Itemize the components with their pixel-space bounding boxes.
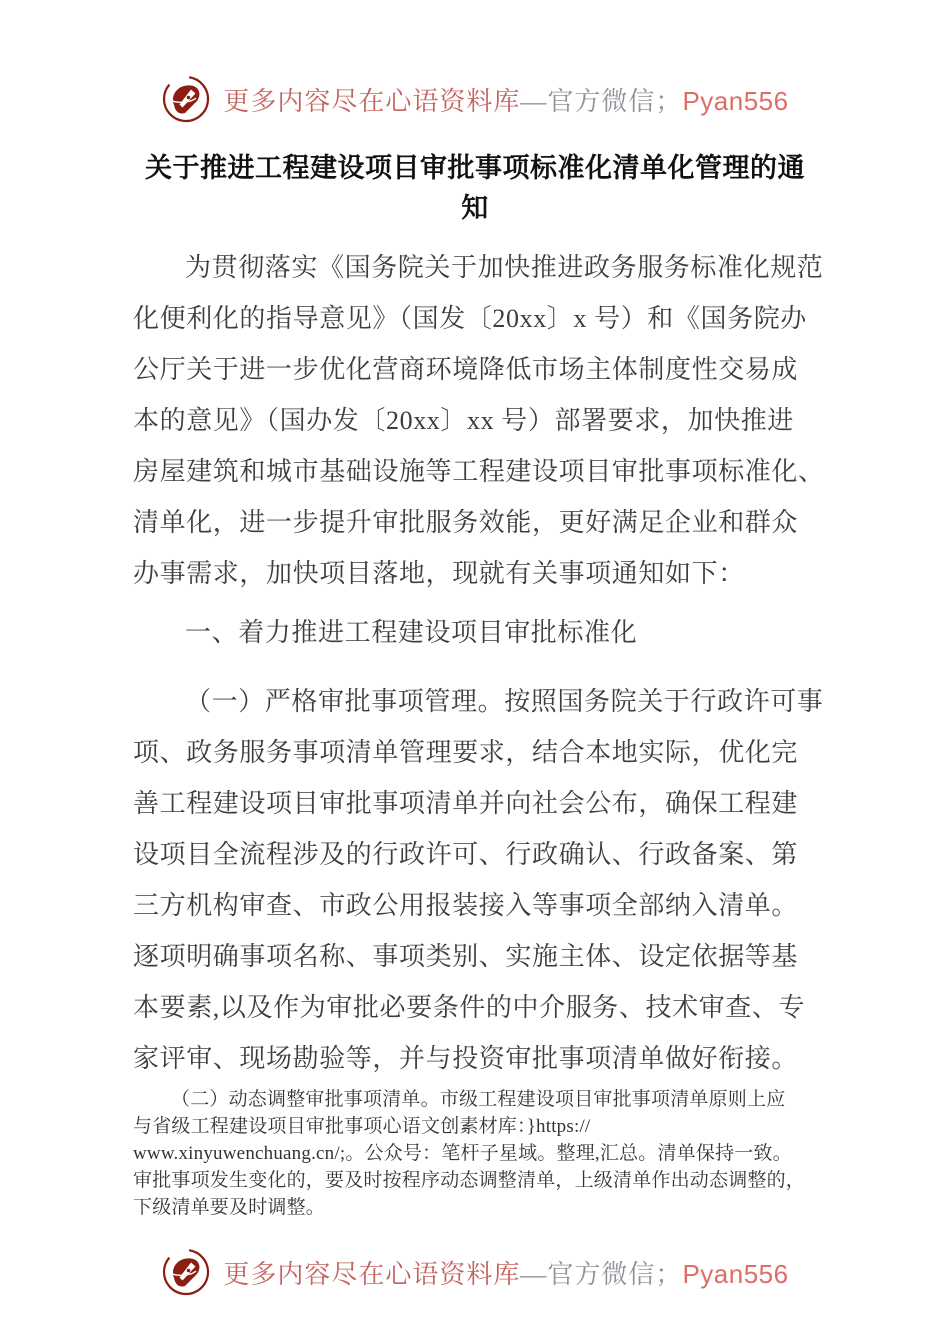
text-line: 与省级工程建设项目审批事项心语文创素材库：}https://	[133, 1116, 591, 1137]
paragraph-item-two	[133, 1086, 817, 1221]
brand-separator: —官方微信；	[520, 1259, 683, 1289]
text-line: 本的意见》（国办发〔20xx〕xx 号）部署要求，加快推进	[133, 406, 794, 435]
footer-brand	[0, 1247, 950, 1297]
text-line: （二）动态调整审批事项清单。市级工程建设项目审批事项清单原则上应	[171, 1089, 786, 1110]
pen-nib-circle-icon	[161, 1247, 211, 1297]
paragraph-item-one	[133, 676, 824, 1084]
text-line: 善工程建设项目审批事项清单并向社会公布，确保工程建	[133, 789, 799, 818]
text-line: 设项目全流程涉及的行政许可、行政确认、行政备案、第	[133, 840, 799, 869]
text-line: （一）严格审批事项管理。按照国务院关于行政许可事	[185, 687, 824, 716]
text-line: 公厅关于进一步优化营商环境降低市场主体制度性交易成	[133, 355, 799, 384]
paragraph-intro	[133, 242, 825, 599]
text-line: 逐项明确事项名称、事项类别、实施主体、设定依据等基	[133, 942, 799, 971]
text-line: 清单化，进一步提升审批服务效能，更好满足企业和群众	[133, 508, 799, 537]
text-line: 家评审、现场勘验等，并与投资审批事项清单做好衔接。	[133, 1044, 799, 1073]
pen-nib-circle-icon	[161, 74, 211, 124]
text-line: 项、政务服务事项清单管理要求，结合本地实际，优化完	[133, 738, 799, 767]
brand-tagline	[223, 81, 788, 118]
text-line: 三方机构审查、市政公用报装接入等事项全部纳入清单。	[133, 891, 799, 920]
brand-account: Pyan556	[682, 1258, 789, 1289]
header-brand	[0, 0, 950, 124]
document-title: 关于推进工程建设项目审批事项标准化清单化管理的通知	[145, 153, 805, 223]
text-line: 本要素,以及作为审批必要条件的中介服务、技术审查、专	[133, 993, 806, 1022]
brand-text: 更多内容尽在心语资料库	[223, 1259, 521, 1289]
section-heading: 一、着力推进工程建设项目审批标准化	[185, 618, 638, 647]
document-content	[133, 148, 825, 1221]
brand-text: 更多内容尽在心语资料库	[223, 86, 521, 116]
text-line: 房屋建筑和城市基础设施等工程建设项目审批事项标准化、	[133, 457, 825, 486]
brand-tagline	[223, 1254, 788, 1291]
text-line: 化便利化的指导意见》（国发〔20xx〕x 号）和《国务院办	[133, 304, 807, 333]
brand-separator: —官方微信；	[520, 86, 683, 116]
text-line: 为贯彻落实《国务院关于加快推进政务服务标准化规范	[185, 253, 824, 282]
text-line: 审批事项发生变化的，要及时按程序动态调整清单，上级清单作出动态调整的，	[133, 1170, 806, 1191]
text-line: 下级清单要及时调整。	[133, 1197, 326, 1218]
brand-account: Pyan556	[682, 85, 789, 116]
text-line: www.xinyuwenchuang.cn/;。公众号：笔杆子星域。整理,汇总。清单保持一致。	[133, 1143, 792, 1164]
text-line: 办事需求，加快项目落地，现就有关事项通知如下：	[133, 559, 745, 588]
